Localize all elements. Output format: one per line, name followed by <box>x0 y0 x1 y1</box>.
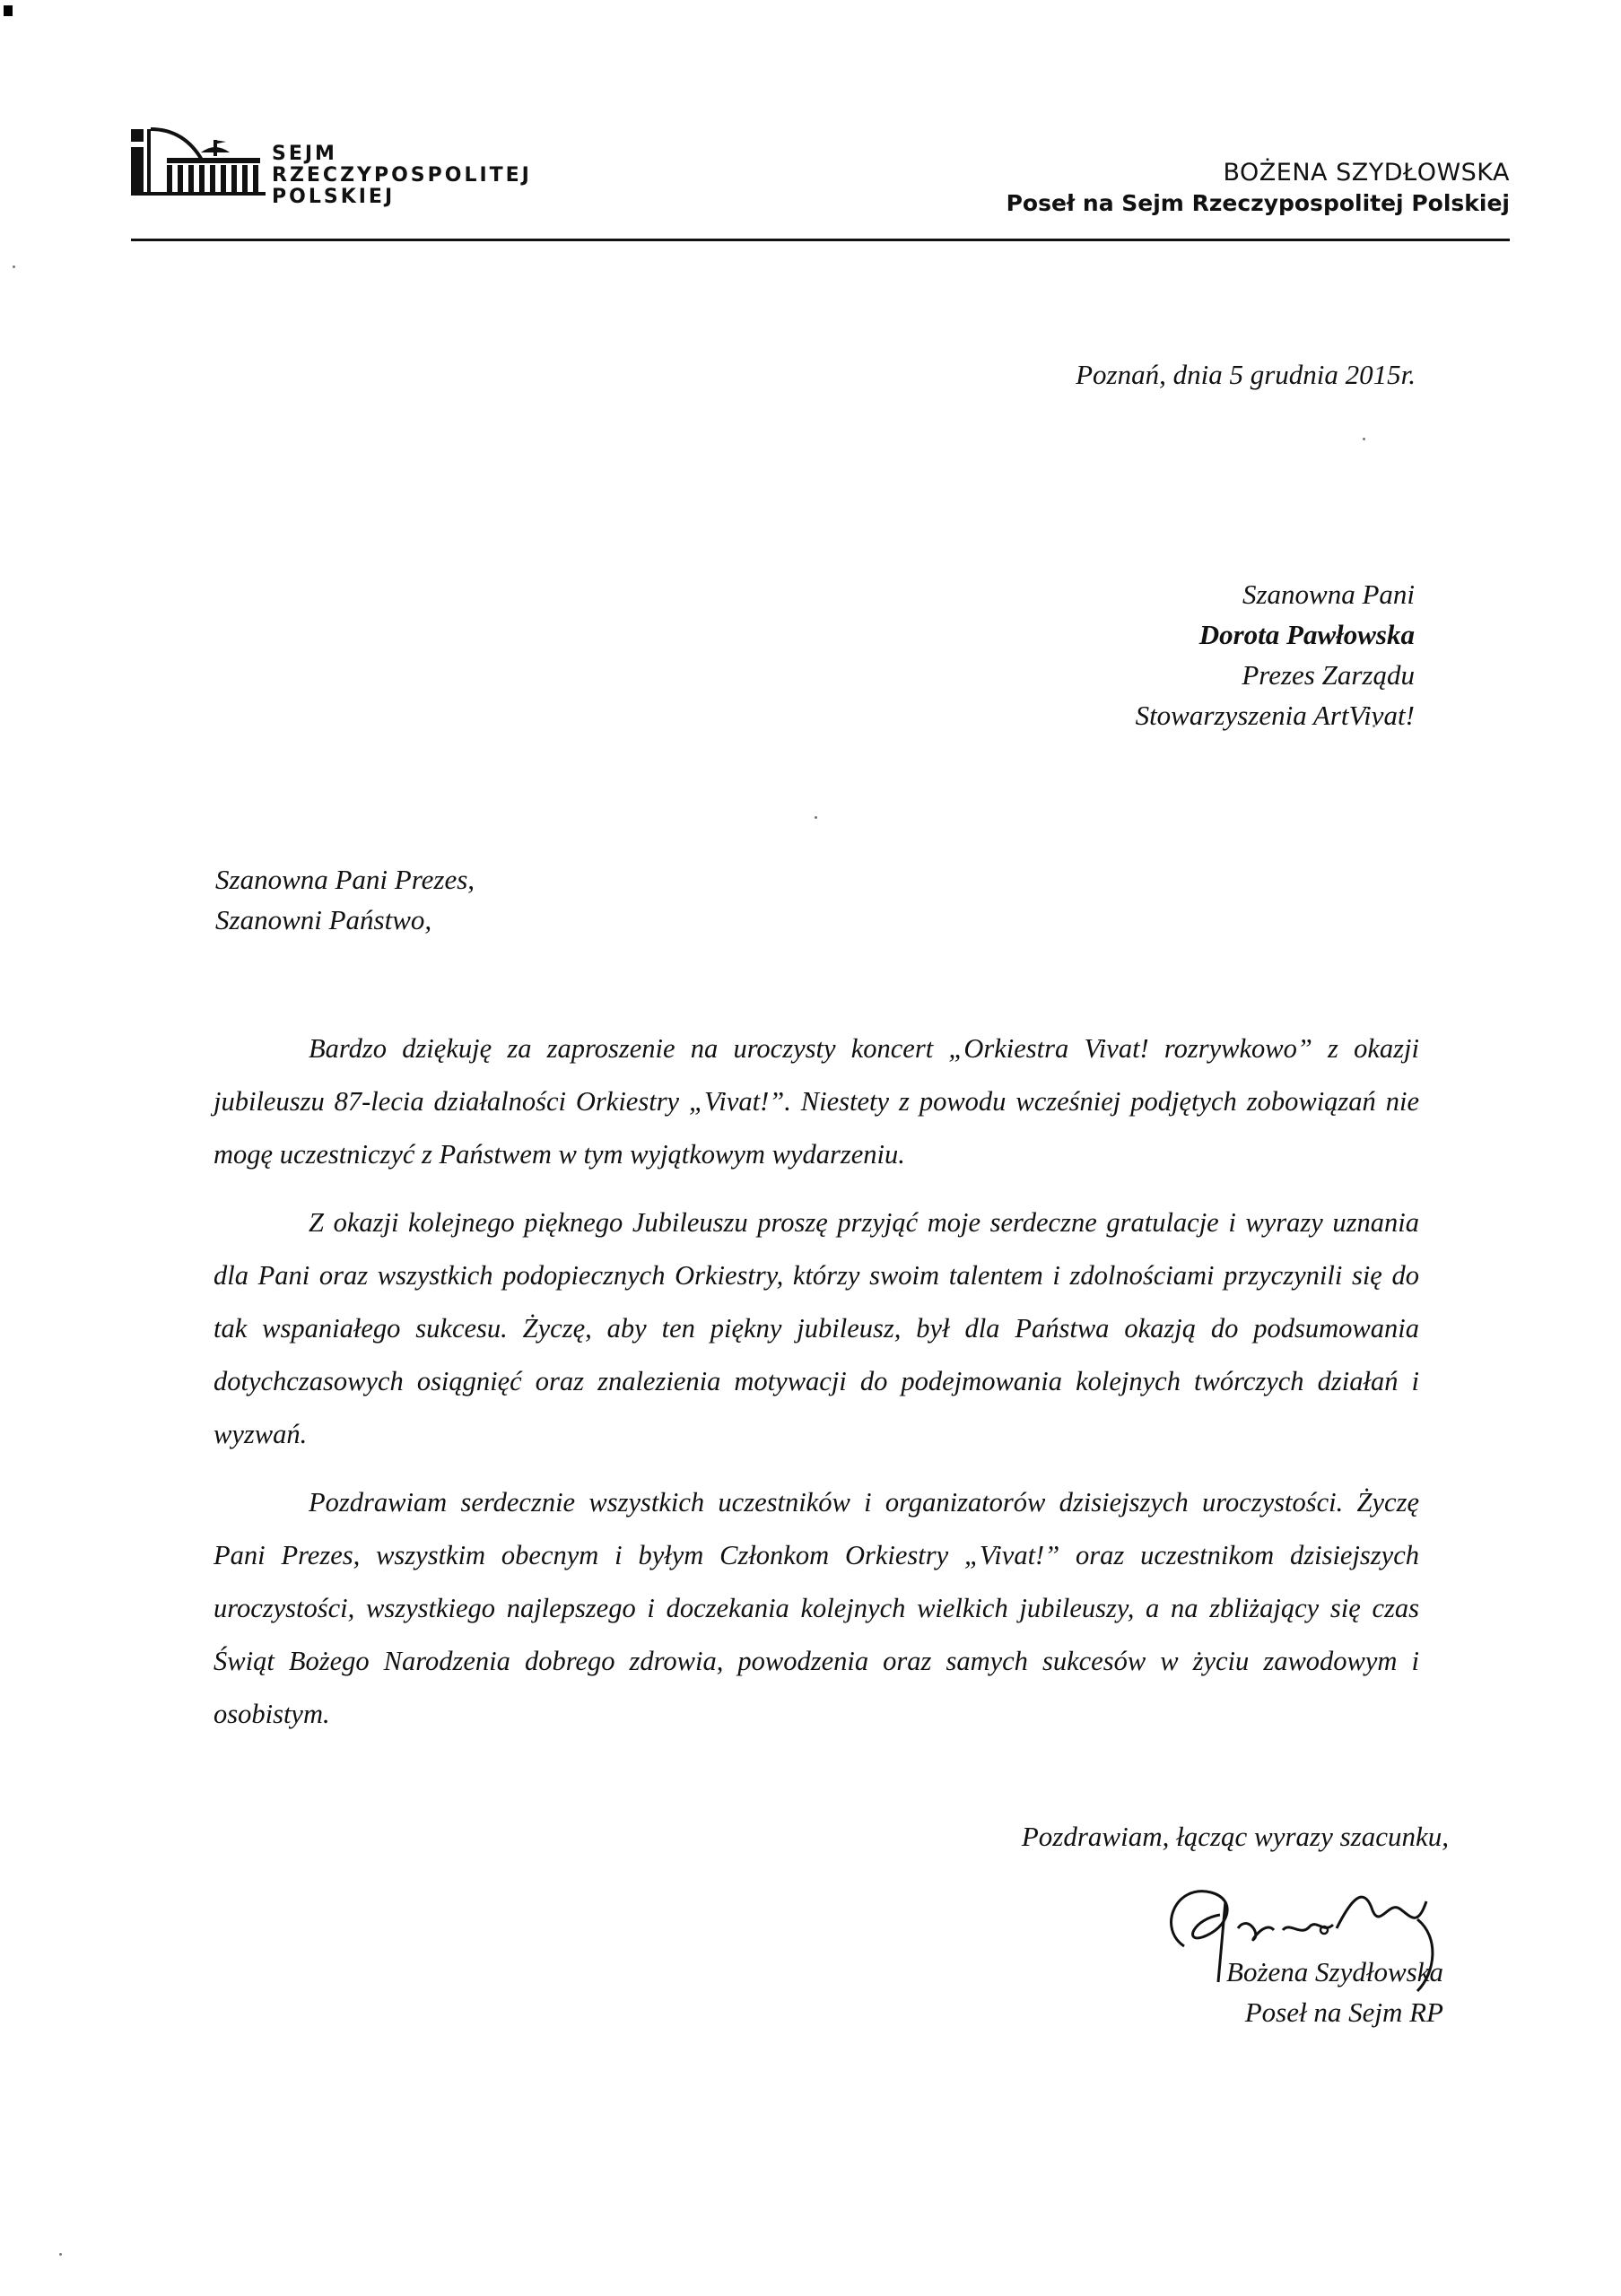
recipient-position: Prezes Zarządu <box>1242 659 1415 691</box>
scan-speck <box>815 816 817 819</box>
recipient-name: Dorota Pawłowska <box>1198 619 1415 650</box>
sejm-logo-text <box>272 144 532 208</box>
mp-header-block <box>1007 158 1510 219</box>
logo-line-rzeczypospolitej: RZECZYPOSPOLITEJ <box>272 164 532 187</box>
scan-speck <box>13 265 15 268</box>
closing-line: Pozdrawiam, łącząc wyrazy szacunku, <box>1021 1821 1449 1852</box>
recipient-greeting-line: Szanowna Pani <box>1242 578 1415 610</box>
letter-date: Poznań, dnia 5 grudnia 2015r. <box>1076 359 1416 390</box>
signatory-title: Poseł na Sejm RP <box>1244 1996 1443 2028</box>
logo-line-sejm: SEJM <box>272 143 337 165</box>
mp-name: BOŻENA SZYDŁOWSKA <box>1223 159 1510 187</box>
salutation-line-1: Szanowna Pani Prezes, <box>215 864 475 895</box>
salutation <box>215 859 475 940</box>
salutation-line-2: Szanowni Państwo, <box>215 904 432 935</box>
body-paragraph-1: Bardzo dziękuję za zaproszenie na uroczysty koncert „Orkiestra Vivat! rozrywkowo” z okazji jubileuszu 87-lecia działalności Orkiestry „Vivat!”. Niestety z powodu wcześniej podjętych zobowiązań nie mogę uczestniczyć z Państwem w tym wyjątkowym wydarzeniu. <box>214 1033 1419 1170</box>
scan-speck <box>1363 438 1365 440</box>
signature-block <box>1226 1952 1443 2032</box>
signatory-name: Bożena Szydłowska <box>1226 1956 1443 1987</box>
scan-speck <box>59 2253 62 2256</box>
recipient-organization: Stowarzyszenia ArtVivat! <box>1135 700 1415 731</box>
mp-title: Poseł na Sejm Rzeczypospolitej Polskiej <box>1006 190 1510 216</box>
letter-body <box>214 1022 1419 1756</box>
scan-corner-mark <box>4 5 13 16</box>
header-divider <box>131 239 1510 241</box>
logo-line-polskiej: POLSKIEJ <box>272 186 396 208</box>
body-paragraph-3: Pozdrawiam serdecznie wszystkich uczestników i organizatorów dzisiejszych uroczystości. Życzę Pani Prezes, wszystkim obecnym i byłym Członkom Orkiestry „Vivat!” oraz uczestnikom dzisiejszych uroczystości, wszystkiego najlepszego i doczekania kolejnych wielkich jubileuszy, a na zbliżający się czas Świąt Bożego Narodzenia dobrego zdrowia, powodzenia oraz samych sukcesów w życiu zawodowym i osobistym. <box>214 1487 1419 1729</box>
body-paragraph-2: Z okazji kolejnego pięknego Jubileuszu proszę przyjąć moje serdeczne gratulacje i wyrazy uznania dla Pani oraz wszystkich podopiecznych Orkiestry, którzy swoim talentem i zdolnościami przyczynili się do tak wspaniałego sukcesu. Życzę, aby ten piękny jubileusz, był dla Państwa okazją do podsumowania dotychczasowych osiągnięć oraz znalezienia motywacji do podejmowania kolejnych twórczych działań i wyzwań. <box>214 1207 1419 1449</box>
recipient-block <box>1136 574 1415 735</box>
